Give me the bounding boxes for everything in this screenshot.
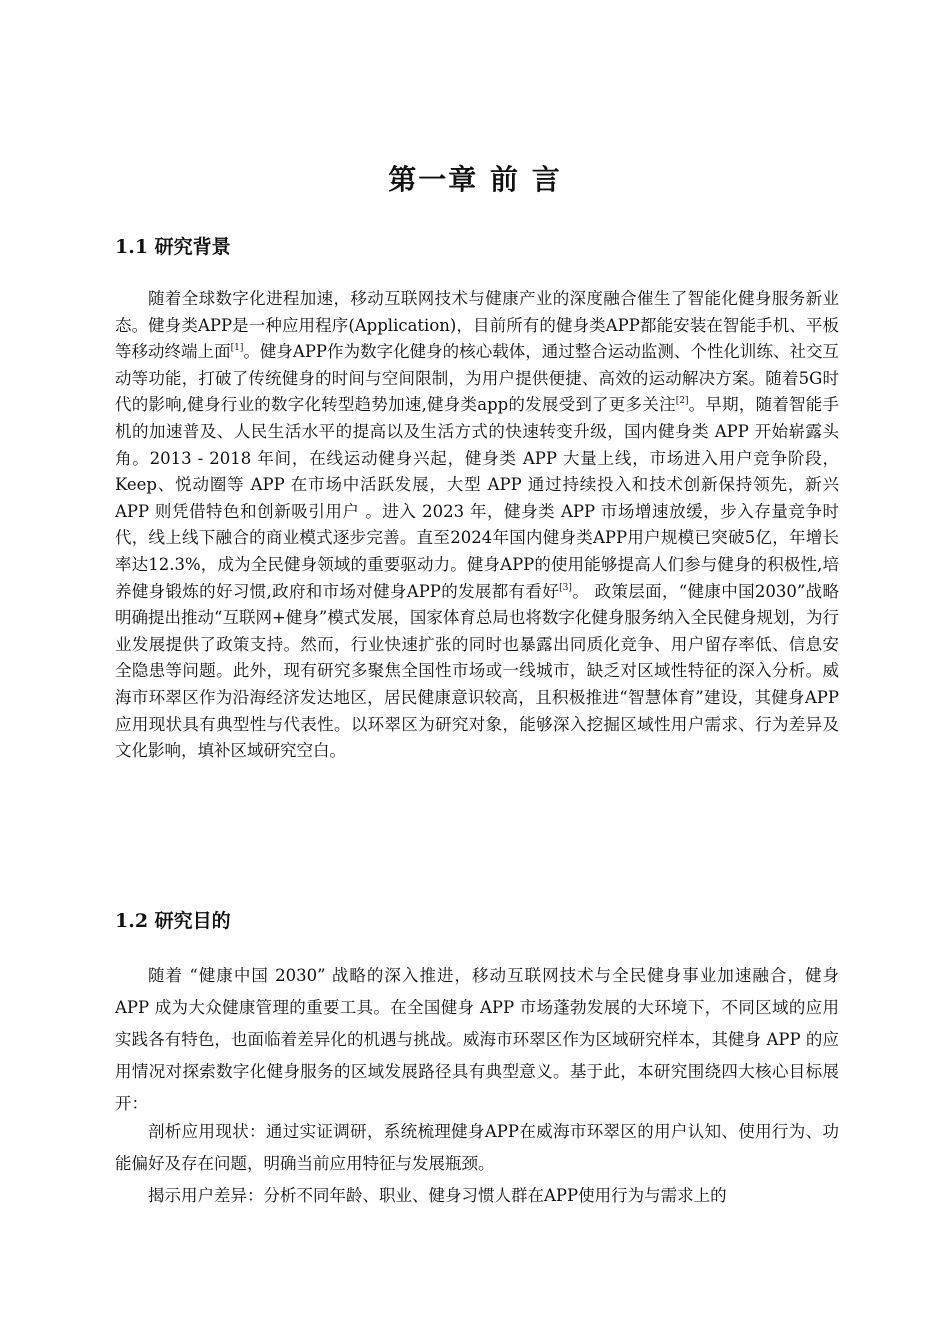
background-text-part-3: 。早期，随着智能手机的加速普及、人民生活水平的提高以及生活方式的快速转变升级，国内健身类 APP 开始崭露头角。2013 - 2018 年间，在线运动健身兴起，健身类 APP 大量上线，市场进入用户竞争阶段，Keep、悦动圈等 APP 在市场中活跃发展，大型 APP 通过持续投入和技术创新保持领先，新兴 APP 则凭借特色和创新吸引用户 。进入 2023 年，健身类 APP 市场增速放缓，步入存量竞争时代，线上线下融合的商业模式逐步完善。直至2024年国内健身类APP用户规模已突破5亿，年增长率达12.3%，成为全民健身领域的重要驱动力。健身APP的使用能够提高人们参与健身的积极性,培养健身锻炼的好习惯,政府和市场对健身APP的发展都有看好 [115,395,840,601]
citation-3: [3] [559,582,572,593]
citation-1: [1] [230,343,244,354]
purpose-paragraph-status: 剖析应用现状：通过实证调研，系统梳理健身APP在威海市环翠区的用户认知、使用行为、功能偏好及存在问题，明确当前应用特征与发展瓶颈。 [115,1122,839,1173]
purpose-paragraph-intro: 随着 “健康中国 2030” 战略的深入推进，移动互联网技术与全民健身事业加速融合，健身 APP 成为大众健康管理的重要工具。在全国健身 APP 市场蓬勃发展的大环境下，不同区域的应用实践各有特色，也面临着差异化的机遇与挑战。威海市环翠区作为区域研究样本，其健身 APP 的应用情况对探索数字化健身服务的区域发展路径具有典型意义。基于此，本研究围绕四大核心目标展开： [115,966,839,1113]
background-text-part-4: 。 政策层面，“健康中国2030”战略明确提出推动“互联网+健身”模式发展，国家体育总局也将数字化健身服务纳入全民健身规划，为行业发展提供了政策支持。然而，行业快速扩张的同时也暴露出同质化竞争、用户留存率低、信息安全隐患等问题。此外，现有研究多聚焦全国性市场或一线城市，缺乏对区域性特征的深入分析。威海市环翠区作为沿海经济发达地区，居民健康意识较高，且积极推进“智慧体育”建设，其健身APP应用现状具有典型性与代表性。以环翠区为研究对象，能够深入挖掘区域性用户需求、行为差异及文化影响，填补区域研究空白。 [115,581,840,761]
background-text-part-2: 。健身APP作为数字化健身的核心载体，通过整合运动监测、个性化训练、社交互动等功能，打破了传统健身的时间与空间限制，为用户提供便捷、高效的运动解决方案。随着5G时代的影响,健身行业的数字化转型趋势加速,健身类app的发展受到了更多关注 [115,342,840,415]
purpose-paragraph-differences: 揭示用户差异：分析不同年龄、职业、健身习惯人群在APP使用行为与需求上的 [148,1186,727,1205]
citation-2: [2] [675,396,689,407]
section-heading-1-2: 1.2 研究目的 [115,910,231,932]
background-paragraph [115,286,839,765]
section-heading-1-1: 1.1 研究背景 [115,236,231,258]
background-text-part-1: 随着全球数字化进程加速，移动互联网技术与健康产业的深度融合催生了智能化健身服务新业态。健身类APP是一种应用程序(Application)，目前所有的健身类APP都能安装在智能手机、平板等移动终端上面 [115,289,839,362]
chapter-title: 第一章 前 言 [388,163,562,196]
